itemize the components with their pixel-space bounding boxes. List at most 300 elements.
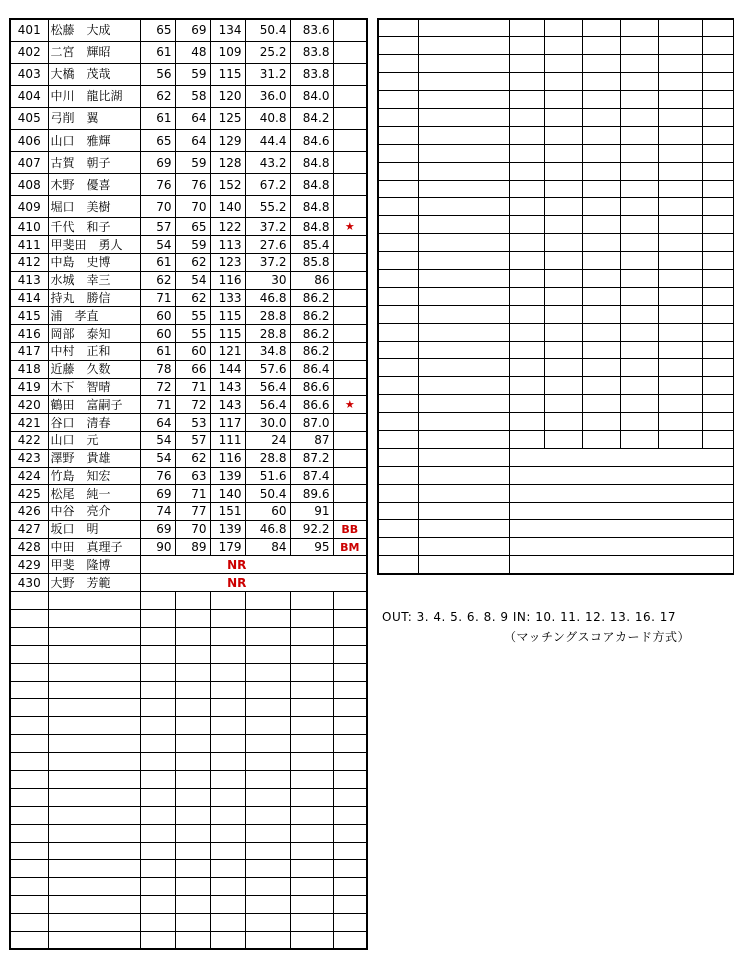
gross-total: 143 [210,396,245,414]
handicap: 84 [245,538,290,556]
score-in: 55 [175,307,210,325]
prize-mark [333,431,367,449]
score-out: 56 [140,63,175,85]
empty-cell [658,323,702,341]
handicap: 51.6 [245,467,290,485]
empty-cell [658,287,702,305]
score-out: 57 [140,218,175,236]
empty-cell [175,627,210,645]
empty-cell [378,305,418,323]
net-score: 92.2 [290,520,333,538]
empty-cell [140,717,175,735]
empty-cell [418,162,509,180]
empty-cell [509,287,544,305]
score-out: 60 [140,325,175,343]
empty-cell [509,520,734,538]
empty-cell [175,788,210,806]
score-out: 61 [140,253,175,271]
score-in: 65 [175,218,210,236]
table-row [10,538,367,556]
prize-mark [333,574,367,592]
handicap: 25.2 [245,41,290,63]
empty-cell [245,824,290,842]
gross-total: 115 [210,307,245,325]
empty-cell [582,287,620,305]
empty-cell [290,699,333,717]
player-name: 山口 雅輝 [48,129,140,151]
empty-cell [620,269,658,287]
handicap: 36.0 [245,85,290,107]
empty-cell [245,717,290,735]
empty-cell [333,753,367,771]
table-row [10,253,367,271]
player-name: 近藤 久数 [48,360,140,378]
empty-cell [620,234,658,252]
empty-cell [702,108,734,126]
player-name: 大野 芳範 [48,574,140,592]
empty-cell [140,699,175,717]
table-row [10,396,367,414]
empty-cell [544,377,582,395]
empty-cell [378,520,418,538]
score-out: 69 [140,152,175,174]
empty-cell [245,770,290,788]
handicap: 28.8 [245,449,290,467]
score-out: 78 [140,360,175,378]
empty-cell [582,198,620,216]
empty-cell [175,860,210,878]
handicap: 43.2 [245,152,290,174]
score-out: 60 [140,307,175,325]
score-out: 71 [140,396,175,414]
empty-cell [210,788,245,806]
empty-cell [378,341,418,359]
empty-row [378,413,734,431]
gross-total: 140 [210,485,245,503]
player-number: 415 [10,307,48,325]
score-out: 71 [140,289,175,307]
empty-cell [582,180,620,198]
player-number: 419 [10,378,48,396]
empty-cell [175,896,210,914]
empty-cell [333,645,367,663]
empty-row [378,37,734,55]
empty-cell [140,878,175,896]
empty-cell [378,19,418,37]
empty-cell [175,717,210,735]
player-number: 406 [10,129,48,151]
table-row [10,449,367,467]
empty-cell [10,842,48,860]
empty-cell [210,914,245,932]
empty-cell [658,162,702,180]
empty-cell [210,932,245,950]
empty-cell [582,413,620,431]
empty-cell [48,770,140,788]
prize-mark [333,129,367,151]
empty-cell [290,824,333,842]
empty-cell [245,788,290,806]
empty-row [378,377,734,395]
player-number: 401 [10,19,48,41]
empty-cell [418,234,509,252]
empty-cell [140,824,175,842]
empty-cell [10,735,48,753]
empty-cell [658,73,702,91]
empty-row [378,126,734,144]
prize-mark [333,360,367,378]
player-number: 423 [10,449,48,467]
table-row [10,556,367,574]
empty-cell [140,842,175,860]
empty-cell [418,413,509,431]
empty-cell [620,341,658,359]
empty-cell [544,359,582,377]
empty-cell [378,144,418,162]
empty-cell [210,824,245,842]
empty-row [378,359,734,377]
empty-cell [544,287,582,305]
score-out: 69 [140,485,175,503]
player-number: 412 [10,253,48,271]
player-name: 千代 和子 [48,218,140,236]
empty-cell [245,806,290,824]
empty-cell [658,126,702,144]
empty-cell [582,19,620,37]
table-row [10,485,367,503]
empty-cell [290,788,333,806]
table-row [10,520,367,538]
table-row [10,289,367,307]
player-name: 鶴田 富嗣子 [48,396,140,414]
score-out: 64 [140,414,175,432]
score-in: 64 [175,129,210,151]
empty-cell [544,216,582,234]
player-number: 430 [10,574,48,592]
gross-total: 133 [210,289,245,307]
empty-cell [140,645,175,663]
empty-cell [418,108,509,126]
player-name: 木下 智晴 [48,378,140,396]
empty-cell [702,126,734,144]
prize-mark: BM [333,538,367,556]
empty-cell [582,323,620,341]
empty-cell [544,395,582,413]
score-in: 72 [175,396,210,414]
empty-cell [140,753,175,771]
empty-row [378,144,734,162]
player-number: 417 [10,342,48,360]
table-row [10,431,367,449]
empty-cell [418,305,509,323]
empty-cell [290,770,333,788]
empty-cell [418,323,509,341]
empty-cell [620,91,658,109]
empty-row [378,323,734,341]
net-score: 86.2 [290,342,333,360]
empty-row [10,896,367,914]
empty-cell [702,216,734,234]
empty-cell [418,502,509,520]
gross-total: 151 [210,503,245,521]
player-name: 中田 真理子 [48,538,140,556]
empty-cell [658,19,702,37]
player-number: 420 [10,396,48,414]
empty-cell [378,502,418,520]
empty-cell [658,216,702,234]
empty-cell [544,19,582,37]
net-score: 84.6 [290,129,333,151]
score-in: 63 [175,467,210,485]
player-name: 中谷 亮介 [48,503,140,521]
empty-cell [509,430,544,448]
prize-mark [333,41,367,63]
empty-row [378,305,734,323]
score-in: 66 [175,360,210,378]
score-in: 89 [175,538,210,556]
empty-cell [378,180,418,198]
prize-mark [333,378,367,396]
empty-cell [702,395,734,413]
empty-cell [544,305,582,323]
player-name: 山口 元 [48,431,140,449]
empty-cell [175,842,210,860]
gross-total: 134 [210,19,245,41]
empty-cell [210,663,245,681]
table-row [10,414,367,432]
empty-cell [378,448,418,466]
empty-cell [48,824,140,842]
gross-total: 129 [210,129,245,151]
empty-cell [245,663,290,681]
empty-cell [378,108,418,126]
empty-cell [48,645,140,663]
empty-cell [418,269,509,287]
table-row [10,271,367,289]
empty-cell [175,932,210,950]
score-in: 70 [175,520,210,538]
prize-mark [333,289,367,307]
empty-cell [10,609,48,627]
empty-row [10,770,367,788]
empty-cell [333,663,367,681]
empty-cell [210,878,245,896]
empty-cell [378,216,418,234]
empty-row [10,878,367,896]
empty-row [378,19,734,37]
gross-total: 115 [210,63,245,85]
handicap: 37.2 [245,218,290,236]
empty-cell [333,735,367,753]
score-in: 59 [175,63,210,85]
empty-cell [290,735,333,753]
net-score: 84.8 [290,174,333,196]
prize-mark [333,325,367,343]
empty-cell [333,824,367,842]
empty-cell [175,645,210,663]
empty-cell [418,538,509,556]
empty-cell [620,19,658,37]
empty-cell [10,788,48,806]
prize-mark: BB [333,520,367,538]
empty-cell [290,932,333,950]
net-score: 84.8 [290,152,333,174]
empty-cell [418,377,509,395]
empty-row [378,538,734,556]
net-score: 91 [290,503,333,521]
empty-cell [658,108,702,126]
empty-cell [140,932,175,950]
prize-mark [333,63,367,85]
player-name: 谷口 清春 [48,414,140,432]
empty-cell [544,341,582,359]
empty-cell [620,162,658,180]
empty-cell [378,484,418,502]
empty-cell [658,234,702,252]
table-row [10,503,367,521]
empty-cell [10,753,48,771]
empty-cell [333,806,367,824]
player-number: 407 [10,152,48,174]
net-score: 83.8 [290,63,333,85]
empty-cell [509,323,544,341]
score-out: 76 [140,467,175,485]
empty-row [378,162,734,180]
empty-cell [290,681,333,699]
player-number: 421 [10,414,48,432]
net-score: 89.6 [290,485,333,503]
empty-row [378,252,734,270]
player-number: 418 [10,360,48,378]
empty-cell [140,627,175,645]
scoring-method-note: （マッチングスコアカード方式） [504,630,690,644]
gross-total: 109 [210,41,245,63]
empty-cell [418,287,509,305]
empty-cell [210,842,245,860]
empty-cell [544,37,582,55]
handicap: 31.2 [245,63,290,85]
empty-cell [140,592,175,610]
empty-cell [509,269,544,287]
empty-cell [48,788,140,806]
empty-cell [378,556,418,574]
handicap: 44.4 [245,129,290,151]
score-out: 54 [140,431,175,449]
empty-row [10,735,367,753]
score-out: 69 [140,520,175,538]
empty-row [378,448,734,466]
player-name: 持丸 勝信 [48,289,140,307]
empty-cell [544,55,582,73]
empty-row [378,484,734,502]
empty-cell [333,932,367,950]
score-out: 62 [140,271,175,289]
empty-cell [333,788,367,806]
player-name: 竹島 知宏 [48,467,140,485]
empty-cell [418,91,509,109]
empty-cell [48,735,140,753]
handicap: 56.4 [245,378,290,396]
empty-cell [418,19,509,37]
player-number: 422 [10,431,48,449]
empty-cell [658,37,702,55]
prize-mark: ★ [333,218,367,236]
prize-mark [333,271,367,289]
empty-cell [378,37,418,55]
empty-cell [620,37,658,55]
empty-cell [48,860,140,878]
handicap: 50.4 [245,19,290,41]
empty-cell [290,645,333,663]
empty-row [378,180,734,198]
empty-cell [582,91,620,109]
empty-cell [620,73,658,91]
empty-cell [509,180,544,198]
player-name: 堀口 美樹 [48,196,140,218]
empty-cell [418,395,509,413]
player-name: 坂口 明 [48,520,140,538]
net-score: 95 [290,538,333,556]
empty-cell [10,699,48,717]
prize-mark [333,236,367,254]
player-name: 木野 優喜 [48,174,140,196]
empty-cell [290,627,333,645]
empty-cell [620,323,658,341]
empty-cell [582,73,620,91]
empty-cell [544,162,582,180]
empty-cell [333,609,367,627]
net-score: 86.2 [290,307,333,325]
empty-cell [10,896,48,914]
empty-cell [290,878,333,896]
empty-cell [245,860,290,878]
empty-row [10,645,367,663]
empty-cell [378,287,418,305]
score-out: 90 [140,538,175,556]
empty-cell [210,860,245,878]
handicap: 30.0 [245,414,290,432]
prize-mark: ★ [333,396,367,414]
empty-cell [245,592,290,610]
score-in: 64 [175,107,210,129]
player-name: 中島 史博 [48,253,140,271]
score-in: 60 [175,342,210,360]
empty-row [10,860,367,878]
empty-cell [210,645,245,663]
empty-cell [509,556,734,574]
player-number: 427 [10,520,48,538]
empty-cell [544,234,582,252]
empty-cell [509,252,544,270]
gross-total: 123 [210,253,245,271]
player-number: 402 [10,41,48,63]
gross-total: 121 [210,342,245,360]
table-row [10,378,367,396]
empty-cell [620,55,658,73]
empty-row [378,287,734,305]
empty-cell [10,932,48,950]
net-score: 85.8 [290,253,333,271]
handicap: 46.8 [245,520,290,538]
empty-cell [509,55,544,73]
empty-row [10,663,367,681]
score-in: 48 [175,41,210,63]
empty-cell [48,842,140,860]
table-row [10,467,367,485]
empty-cell [48,806,140,824]
empty-cell [582,395,620,413]
empty-row [10,788,367,806]
